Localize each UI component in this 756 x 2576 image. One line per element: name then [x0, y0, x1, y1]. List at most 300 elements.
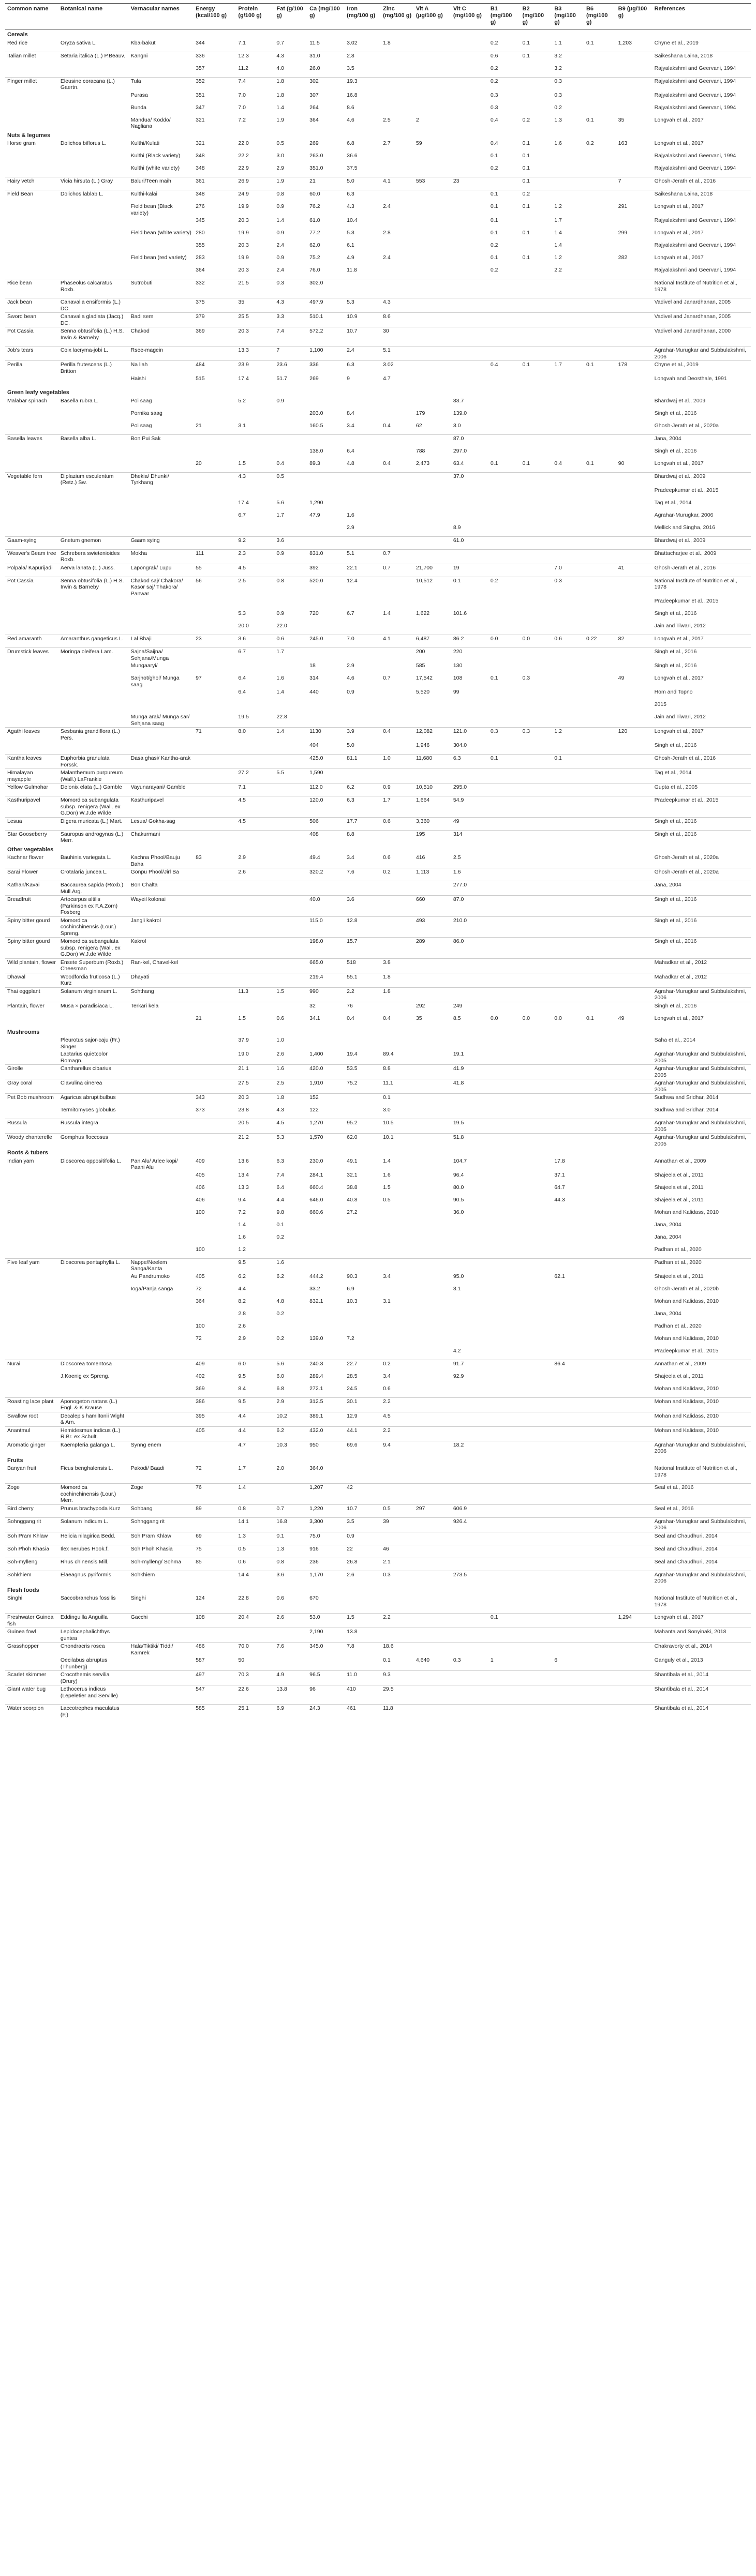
table-cell: 1,220 [307, 1504, 345, 1517]
table-cell [129, 1385, 194, 1398]
table-cell: Grasshopper [5, 1643, 58, 1657]
table-cell: 6.4 [238, 675, 246, 681]
table-cell [414, 1273, 451, 1285]
table-cell [584, 1322, 616, 1335]
table-cell [616, 648, 653, 662]
table-cell: 277.0 [451, 881, 488, 896]
table-cell [381, 1258, 414, 1273]
table-cell: 18 [309, 662, 316, 669]
table-cell: 484 [194, 361, 236, 375]
table-cell: 269 [309, 140, 319, 146]
table-row [5, 1594, 751, 1614]
table-cell [414, 1571, 451, 1585]
table-cell [414, 511, 451, 524]
table-cell: 3.4 [347, 854, 354, 861]
table-cell [552, 1643, 584, 1657]
table-cell [521, 1171, 553, 1184]
table-cell: 122 [309, 1107, 319, 1113]
table-cell: 0.9 [276, 610, 285, 616]
table-cell [552, 1571, 584, 1585]
table-cell: 0.1 [586, 39, 594, 46]
table-cell: 425.0 [307, 755, 345, 769]
table-cell: 1.0 [381, 755, 414, 769]
table-row [5, 472, 751, 487]
table-cell [58, 713, 129, 728]
table-cell: 0.2 [276, 1233, 285, 1240]
table-cell: 95.0 [453, 1273, 464, 1279]
table-cell: 87.0 [451, 896, 488, 917]
table-cell [414, 397, 451, 410]
table-cell: 0.8 [274, 190, 307, 203]
table-cell [414, 1065, 451, 1079]
table-cell: Laccotrephes maculatus (F.) [58, 1705, 129, 1719]
table-cell: 3,300 [307, 1517, 345, 1532]
table-cell: Haishi [130, 375, 146, 382]
table-row [5, 1106, 751, 1119]
table-cell: 19.0 [238, 1051, 249, 1057]
table-cell [616, 397, 653, 410]
table-cell [584, 648, 616, 662]
table-cell [488, 564, 521, 577]
table-cell [616, 597, 653, 610]
table-cell: 69 [194, 1532, 236, 1545]
table-cell [194, 896, 236, 917]
table-cell [584, 1347, 616, 1360]
table-cell [274, 868, 307, 881]
table-cell [521, 854, 553, 868]
table-cell: Eddinguilla Anguilla [58, 1614, 129, 1628]
table-cell: 163 [618, 140, 628, 146]
table-cell: 30.1 [345, 1397, 381, 1412]
table-cell: 1.0 [276, 1037, 285, 1043]
table-cell [129, 701, 194, 713]
table-cell [58, 242, 129, 254]
table-cell: Sword bean [5, 313, 58, 327]
table-cell: 17.8 [554, 1157, 565, 1164]
table-cell: 660.4 [309, 1184, 323, 1191]
table-cell: 289.4 [309, 1373, 323, 1379]
table-cell: Pornika saag [130, 410, 162, 416]
table-cell: 72 [196, 1285, 202, 1292]
table-cell: 364 [196, 1298, 205, 1304]
table-cell: 0.2 [490, 242, 498, 248]
table-cell [58, 1310, 129, 1322]
table-cell [552, 701, 584, 713]
table-cell [274, 1246, 307, 1259]
table-cell: Water scorpion [5, 1705, 58, 1719]
table-cell: Bon Pui Sak [129, 434, 194, 447]
table-cell: Russula integra [58, 1119, 129, 1134]
table-cell [584, 987, 616, 1002]
table-cell [236, 410, 274, 422]
table-cell: 392 [307, 564, 345, 577]
table-cell: Hemidesmus indicus (L.) R.Br. ex Schult. [58, 1426, 129, 1441]
table-cell [584, 769, 616, 784]
table-cell: 179 [416, 410, 425, 416]
table-cell: 283 [196, 254, 205, 261]
table-cell [584, 77, 616, 92]
table-cell: Amaranthus gangeticus L. [58, 635, 129, 648]
table-cell: 3.5 [347, 65, 354, 71]
table-cell [584, 1036, 616, 1050]
table-cell: Dolichos lablab L. [58, 190, 129, 203]
table-cell [345, 622, 381, 635]
table-cell: Canavalia gladiata (Jacq.) DC. [58, 313, 129, 327]
table-cell [307, 434, 345, 447]
table-cell: Sarai Flower [5, 868, 58, 881]
table-cell [274, 422, 307, 435]
table-cell [488, 397, 521, 410]
table-cell: 7.1 [238, 39, 246, 46]
table-cell [521, 536, 553, 549]
table-cell: 3.6 [274, 536, 307, 549]
table-cell [129, 769, 194, 784]
table-cell: 75 [194, 1545, 236, 1558]
table-cell [451, 973, 488, 987]
table-cell: Ilex nerubes Hook.f. [58, 1545, 129, 1558]
table-cell: Sauropus androgynus (L.) Merr. [58, 830, 129, 845]
table-cell: 36.0 [453, 1209, 464, 1215]
table-cell [552, 597, 584, 610]
table-cell [451, 266, 488, 279]
table-cell: Shantibala et al., 2014 [653, 1685, 751, 1705]
table-cell [58, 511, 129, 524]
table-cell: 9.5 [236, 1397, 274, 1412]
table-cell: 11,680 [414, 755, 451, 769]
table-cell [129, 1221, 194, 1233]
table-cell: Kasthuripavel [129, 796, 194, 818]
table-cell: 2.7 [383, 140, 391, 146]
table-cell: Purasa [130, 92, 148, 98]
table-cell: Chakod saj/ Chakora/ Kasor saj/ Thakora/ Panwar [129, 577, 194, 597]
table-cell [129, 460, 194, 473]
table-cell: 320.2 [307, 868, 345, 881]
table-cell [194, 1002, 236, 1015]
table-cell: Sudhwa and Sridhar, 2014 [654, 1107, 719, 1113]
table-cell: Sesbania grandiflora (L.) Pers. [58, 728, 129, 742]
table-cell [616, 1134, 653, 1148]
table-cell: 86.4 [552, 1360, 584, 1373]
table-cell: 361 [194, 177, 236, 190]
table-cell [488, 1685, 521, 1705]
table-cell: Sohkhiem [5, 1571, 58, 1585]
table-cell: 291 [618, 203, 628, 209]
table-cell: 19.5 [451, 1119, 488, 1134]
table-cell: 0.1 [490, 460, 498, 466]
table-cell: 297.0 [453, 447, 467, 454]
table-cell: 2.9 [347, 662, 354, 669]
table-cell [488, 1157, 521, 1171]
table-cell [488, 784, 521, 796]
table-cell [616, 279, 653, 298]
table-cell [552, 1002, 584, 1015]
table-cell: Vegetable fern [5, 472, 58, 487]
table-cell [5, 511, 58, 524]
table-row [5, 217, 751, 229]
table-cell: 0.3 [490, 92, 498, 98]
table-cell [381, 1002, 414, 1015]
table-cell: 402 [196, 1373, 205, 1379]
table-cell [58, 524, 129, 537]
table-cell [616, 52, 653, 65]
table-cell [616, 1441, 653, 1455]
table-cell [616, 92, 653, 104]
table-cell [552, 1504, 584, 1517]
table-cell [521, 577, 553, 597]
table-cell [584, 1196, 616, 1209]
table-row [5, 266, 751, 279]
table-cell: 0.6 [552, 635, 584, 648]
table-cell [414, 313, 451, 327]
table-cell [552, 1335, 584, 1347]
table-cell [488, 701, 521, 713]
table-cell [488, 1094, 521, 1107]
table-cell: Mohan and Kalidass, 2010 [654, 1298, 719, 1304]
table-cell: 8.0 [236, 728, 274, 742]
section-title: Roots & tubers [7, 1150, 48, 1156]
table-cell [5, 116, 58, 130]
table-cell: Longvah and Deosthale, 1991 [654, 375, 727, 382]
table-cell [307, 1246, 345, 1259]
table-cell [129, 242, 194, 254]
table-cell: 23.8 [238, 1107, 249, 1113]
table-cell: Oecilabus abruptus (Thunberg) [60, 1657, 108, 1670]
table-cell: Vicia hirsuta (L.) Gray [58, 177, 129, 190]
table-row [5, 881, 751, 896]
table-cell: 10.3 [274, 1441, 307, 1455]
table-cell: Singh et al., 2016 [654, 410, 697, 416]
table-cell: Ioga/Panja sanga [130, 1285, 173, 1292]
table-cell: 0.5 [274, 472, 307, 487]
table-cell [616, 713, 653, 728]
table-cell: Seal and Chaudhuri, 2014 [653, 1558, 751, 1571]
table-cell [521, 279, 553, 298]
table-cell: 406 [196, 1196, 205, 1203]
table-cell [274, 1322, 307, 1335]
table-cell: Longvah et al., 2017 [653, 1614, 751, 1628]
table-cell [552, 279, 584, 298]
table-cell: 0.7 [276, 39, 285, 46]
table-cell: Mohan and Kalidass, 2010 [653, 1426, 751, 1441]
table-cell [521, 701, 553, 713]
table-row [5, 1558, 751, 1571]
table-cell [194, 1347, 236, 1360]
table-cell [381, 881, 414, 896]
table-cell: Elaeagnus pyriformis [58, 1571, 129, 1585]
table-cell [488, 422, 521, 435]
table-row [5, 1258, 751, 1273]
table-cell: 23 [451, 177, 488, 190]
table-cell: Agathi leaves [5, 728, 58, 742]
column-header: B6 (mg/100 g) [584, 4, 616, 29]
table-cell [381, 1285, 414, 1298]
table-cell: 916 [307, 1545, 345, 1558]
table-cell [345, 1258, 381, 1273]
table-row [5, 1360, 751, 1373]
table-cell [488, 817, 521, 830]
table-cell [521, 564, 553, 577]
table-cell: Baccaurea sapida (Roxb.) Müll.Arg. [58, 881, 129, 896]
table-cell: Yellow Gulmohar [5, 784, 58, 796]
table-cell [521, 796, 553, 818]
table-cell [274, 755, 307, 769]
table-cell [274, 1484, 307, 1505]
table-cell: 35 [236, 298, 274, 313]
table-cell [552, 1065, 584, 1079]
table-cell [58, 1385, 129, 1398]
table-cell [129, 1360, 194, 1373]
table-cell [451, 242, 488, 254]
table-row [5, 242, 751, 254]
table-cell [616, 1571, 653, 1585]
table-cell [521, 1298, 553, 1310]
table-cell [616, 1465, 653, 1484]
table-cell [616, 938, 653, 959]
table-cell [552, 1373, 584, 1385]
table-cell [194, 938, 236, 959]
table-cell: 0.4 [490, 140, 498, 146]
table-cell: 4.1 [381, 177, 414, 190]
table-row [5, 577, 751, 597]
table-cell [236, 1347, 274, 1360]
table-cell [616, 266, 653, 279]
table-cell [584, 958, 616, 973]
table-row [5, 1119, 751, 1134]
table-cell: 1.4 [274, 728, 307, 742]
table-cell [616, 1594, 653, 1614]
table-cell: 409 [194, 1360, 236, 1373]
table-cell: 7 [274, 347, 307, 361]
table-cell: Jain and Tiwari, 2012 [654, 714, 706, 720]
table-cell: 69.6 [345, 1441, 381, 1455]
table-cell [584, 447, 616, 460]
table-cell [414, 536, 451, 549]
table-cell [488, 1426, 521, 1441]
table-cell [58, 1184, 129, 1196]
table-cell: 139.0 [453, 410, 467, 416]
table-row [5, 1285, 751, 1298]
table-cell [414, 1614, 451, 1628]
table-cell: 2.6 [236, 868, 274, 881]
table-cell: 0.2 [276, 1335, 285, 1342]
table-cell [616, 313, 653, 327]
table-cell [345, 1233, 381, 1246]
table-cell: 406 [196, 1184, 205, 1191]
table-cell: Chyne et al., 2019 [653, 361, 751, 375]
table-cell: 1.4 [554, 242, 562, 248]
table-cell: Singhi [130, 1595, 146, 1601]
table-cell: 304.0 [453, 742, 467, 748]
table-cell: 86.0 [451, 938, 488, 959]
table-cell [414, 1643, 451, 1657]
table-cell: Mokha [129, 549, 194, 564]
table-cell [552, 1050, 584, 1065]
table-cell [521, 1079, 553, 1094]
table-cell [381, 1310, 414, 1322]
table-cell [194, 1134, 236, 1148]
table-cell [616, 1347, 653, 1360]
table-cell: 665.0 [307, 958, 345, 973]
table-cell: 6.7 [236, 648, 274, 662]
table-cell [274, 830, 307, 845]
table-cell [381, 916, 414, 938]
table-cell: 8.4 [238, 1385, 246, 1392]
table-cell [236, 881, 274, 896]
table-cell [381, 648, 414, 662]
table-cell [616, 830, 653, 845]
table-cell [345, 472, 381, 487]
table-cell [414, 1298, 451, 1310]
table-cell [194, 1079, 236, 1094]
table-cell: 1.4 [383, 610, 391, 616]
table-cell [451, 1558, 488, 1571]
table-cell [58, 92, 129, 104]
table-cell: Ghosh-Jerath et al., 2016 [653, 755, 751, 769]
table-cell [381, 279, 414, 298]
table-cell [236, 447, 274, 460]
table-cell: Nappe/Neelem Sanga/Kanta [129, 1258, 194, 1273]
table-cell: Singh et al., 2016 [654, 610, 697, 616]
table-cell [552, 916, 584, 938]
table-cell: Aromatic ginger [5, 1441, 58, 1455]
table-cell [414, 713, 451, 728]
table-cell [552, 1209, 584, 1221]
table-cell [616, 662, 653, 674]
table-cell [129, 1298, 194, 1310]
table-cell: 0.1 [521, 52, 553, 65]
table-cell: 9.2 [236, 536, 274, 549]
table-cell [236, 916, 274, 938]
table-cell [194, 622, 236, 635]
table-cell [521, 958, 553, 973]
table-cell [584, 1517, 616, 1532]
table-cell [194, 1036, 236, 1050]
table-cell [5, 742, 58, 755]
table-cell: 0.1 [274, 1532, 307, 1545]
table-cell: Gupta et al., 2005 [653, 784, 751, 796]
table-cell [274, 597, 307, 610]
table-cell [584, 1050, 616, 1065]
table-cell: 2.9 [238, 854, 246, 861]
table-cell [552, 434, 584, 447]
table-cell [584, 896, 616, 917]
table-cell: 0.6 [276, 1015, 285, 1021]
table-cell [552, 881, 584, 896]
table-cell [488, 987, 521, 1002]
table-cell: 10.7 [345, 327, 381, 347]
table-cell: 82 [616, 635, 653, 648]
table-cell: 0.1 [490, 203, 498, 209]
table-cell [488, 868, 521, 881]
table-cell: 444.2 [309, 1273, 323, 1279]
table-row [5, 375, 751, 387]
table-cell [58, 1015, 129, 1027]
table-cell [381, 742, 414, 755]
table-cell [414, 1484, 451, 1505]
table-cell: 3.9 [345, 728, 381, 742]
table-cell: Lal Bhaji [129, 635, 194, 648]
table-cell [521, 987, 553, 1002]
table-cell: 41.8 [451, 1079, 488, 1094]
table-cell [129, 1373, 194, 1385]
table-cell [381, 499, 414, 511]
table-cell [584, 674, 616, 688]
table-row [5, 39, 751, 52]
table-cell: Prunus brachypoda Kurz [58, 1504, 129, 1517]
table-cell [488, 1671, 521, 1685]
table-cell [345, 769, 381, 784]
table-cell [521, 1094, 553, 1107]
